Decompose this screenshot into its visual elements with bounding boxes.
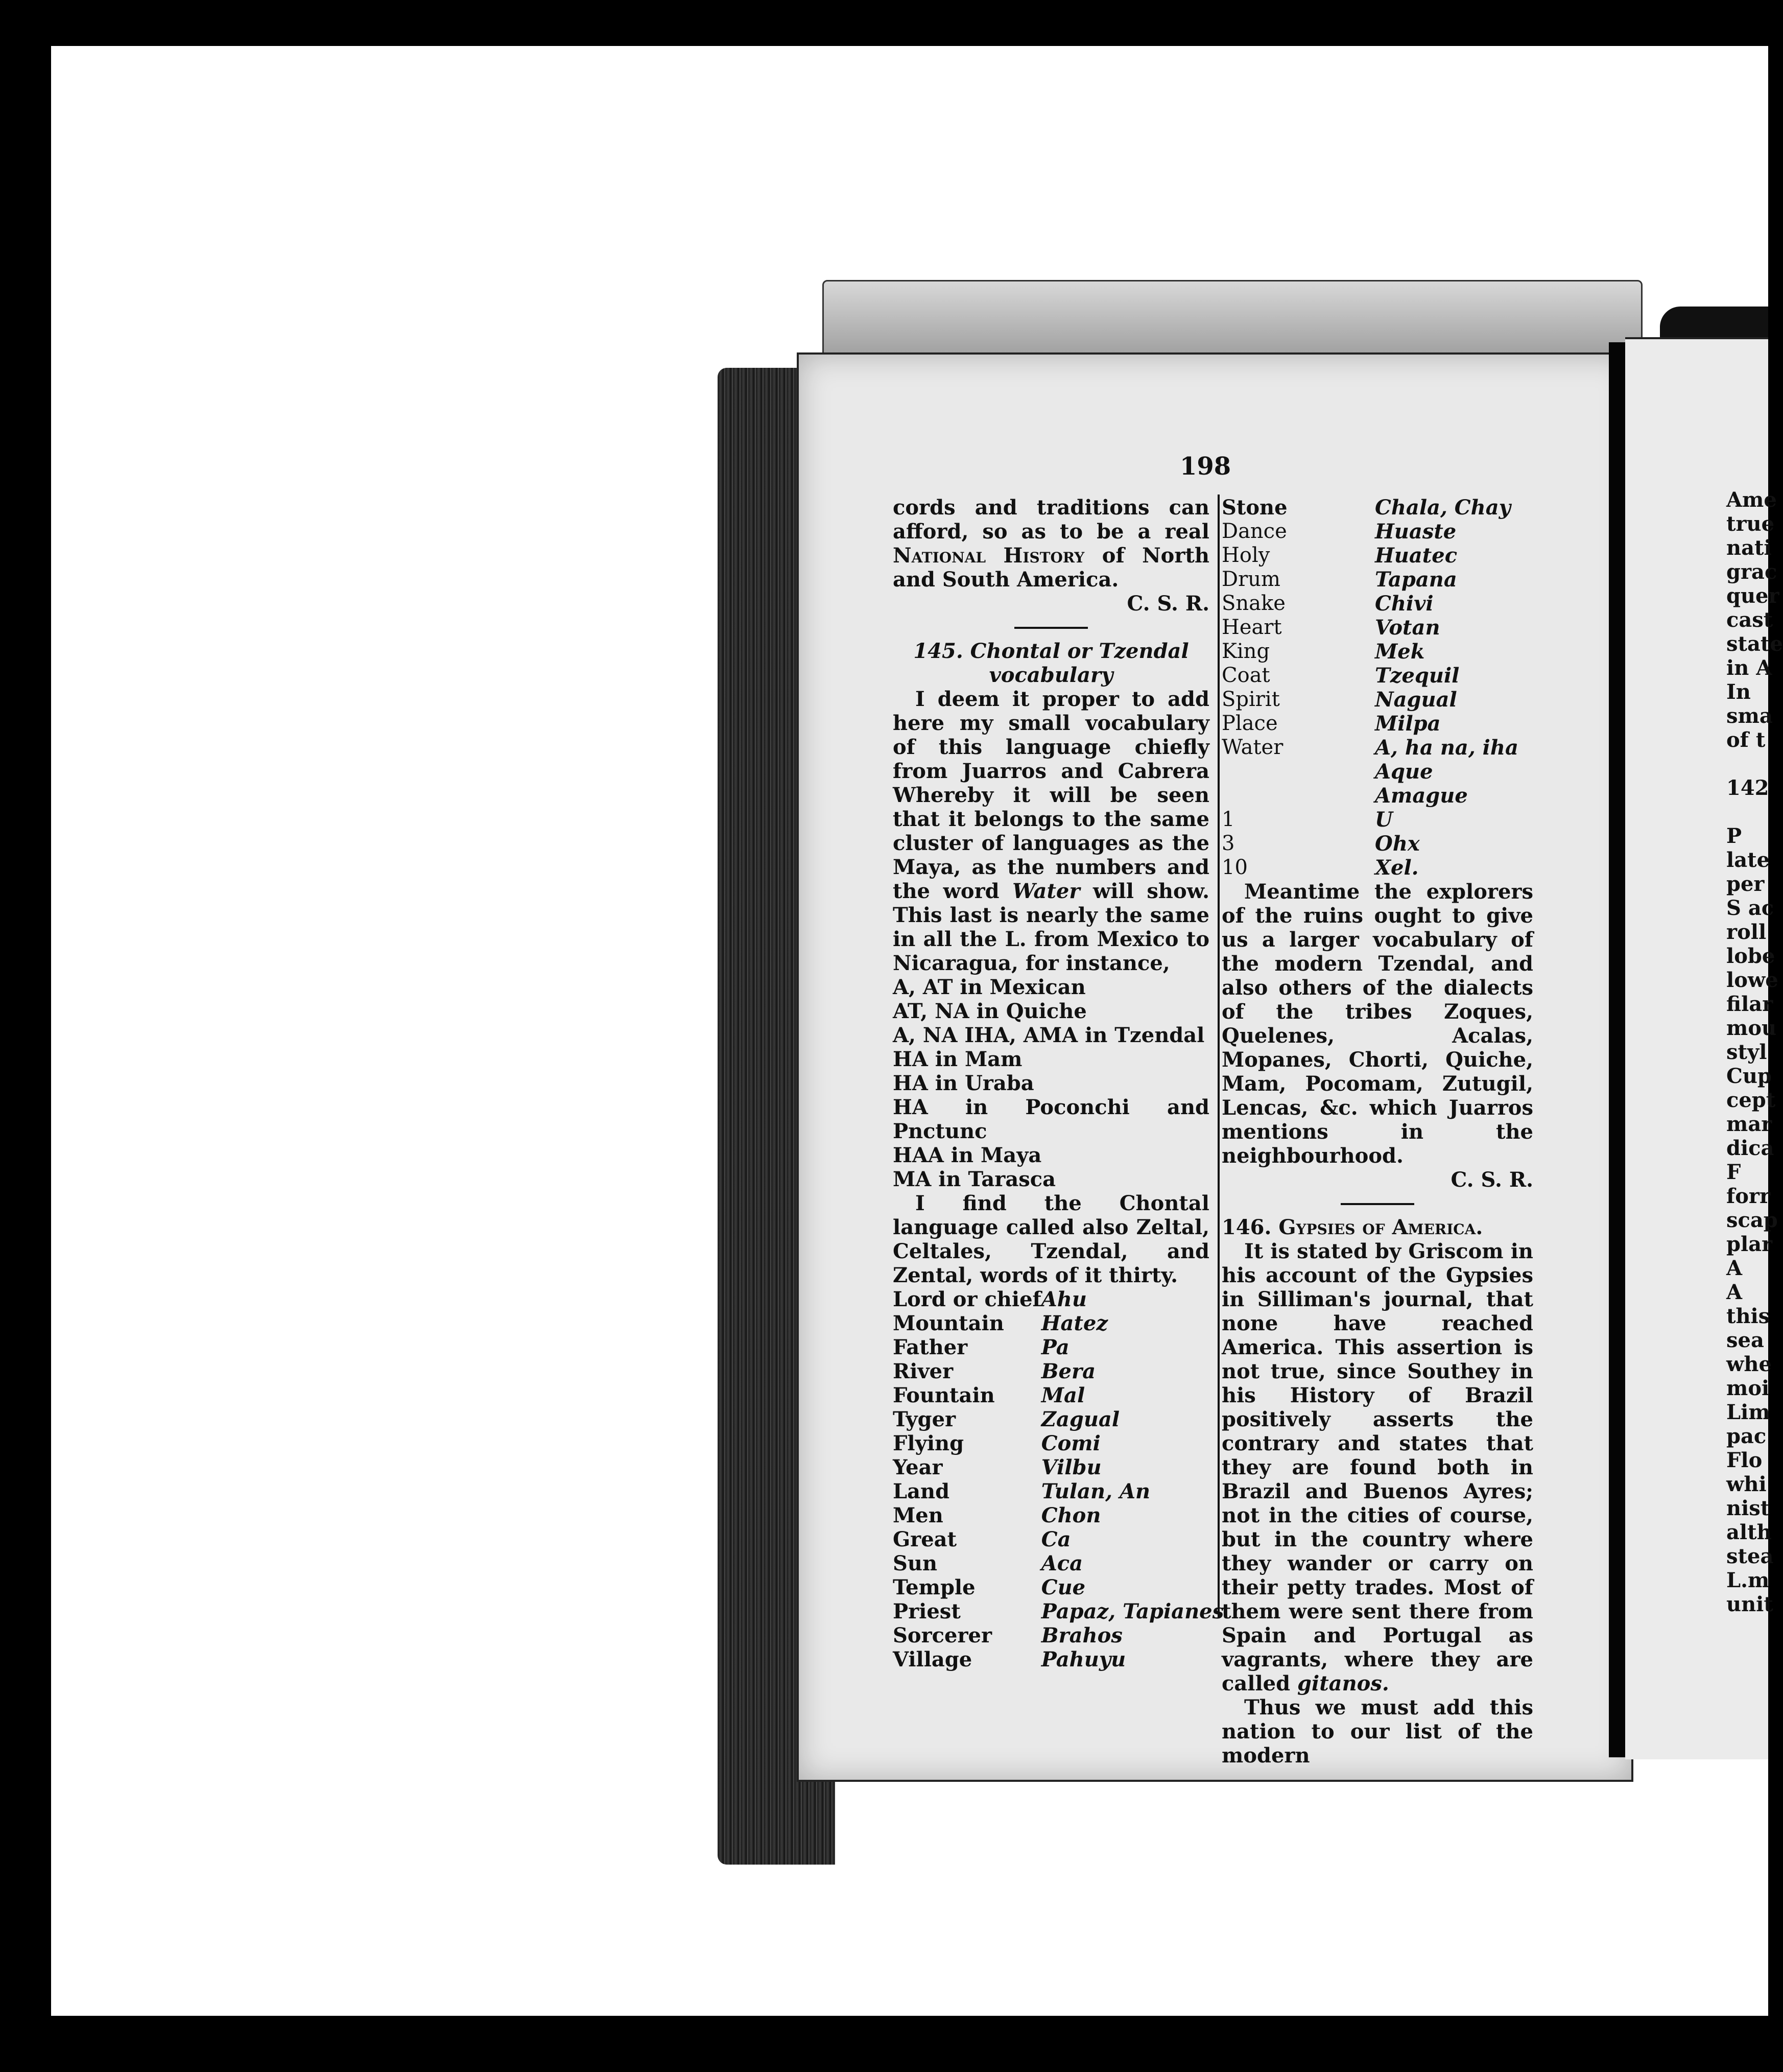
facing-line: filar [1726,992,1773,1016]
vocab-row [1222,808,1518,832]
facing-page-text [1726,488,1783,1616]
vocab-row [1222,640,1518,664]
example-line: HA in Mam [893,1047,1023,1071]
vocab-word: Dance [1222,520,1287,543]
facing-line: sma [1726,704,1773,728]
facing-line: unit [1726,1592,1773,1616]
vocab-translation: Pahuyu [1041,1647,1126,1671]
page-number: 198 [1180,452,1231,481]
section-146-title: Gypsies of America. [1278,1215,1483,1239]
vocab-row [1222,664,1518,688]
facing-line: Flo [1726,1448,1763,1472]
facing-line: 142 [1726,776,1769,800]
book-gutter [1609,342,1625,1757]
paragraph-3-signature: C. S. R. [1451,1168,1533,1192]
facing-line: pac [1726,1424,1767,1448]
language-examples [893,975,1209,1191]
vocab-row [1222,520,1518,544]
vocab-word: Sun [893,1551,938,1575]
vocab-translation: A, ha na, iha [1375,736,1518,760]
vocab-word: Mountain [893,1311,1004,1335]
vocab-word: Land [893,1479,950,1503]
scan-top-border [0,0,1768,46]
facing-line: state [1726,632,1783,656]
vocab-translation: Aca [1041,1551,1083,1575]
vocab-translation: Bera [1041,1359,1096,1383]
facing-line: whi [1726,1472,1767,1496]
facing-line: plar [1726,1232,1773,1256]
facing-line: true [1726,512,1775,536]
facing-line: dica [1726,1136,1774,1160]
example-line: MA in Tarasca [893,1167,1056,1191]
vocab-word: Temple [893,1575,976,1599]
vocab-row [893,1599,1224,1623]
vocab-translation: Tulan, An [1041,1479,1151,1503]
vocab-row [1222,736,1518,760]
vocab-row [1222,592,1518,616]
paragraph-3: Meantime the explorers of the ruins ought to give us a larger vocabulary of the modern Tzendal, and also others of the dialects of the tribes Zoques, Quelenes, Acalas, Mopanes, Chorti, Quiche, Mam, Pocomam, Zutugil, Lencas, &c. which Juarros mentions in the neighbourhood. [1222,880,1533,1168]
paragraph-1-rest: will show. This last is nearly the same in all the L. from Mexico to Nicaragua, for instance, [893,879,1209,975]
vocab-translation: Brahos [1041,1623,1123,1647]
facing-line [1726,800,1768,824]
facing-line: quer [1726,584,1779,608]
vocab-word: Sorcerer [893,1623,992,1647]
vocab-word: Village [893,1647,972,1671]
vocab-row [893,1407,1224,1431]
facing-line: styl [1726,1040,1767,1064]
vocab-row [893,1551,1224,1575]
vocab-translation: Tzequil [1375,664,1460,688]
facing-line: per [1726,872,1765,896]
vocab-word: Great [893,1527,957,1551]
facing-line: nist [1726,1496,1770,1520]
intro-paragraph [893,496,1209,592]
vocab-row [893,1623,1224,1647]
vocab-translation: Amague [1375,784,1468,808]
scan-bottom-border [0,2016,1768,2072]
vocab-word: Tyger [893,1407,956,1431]
vocab-translation: Nagual [1375,688,1457,712]
facing-line: roll [1726,920,1767,944]
vocab-translation: Cue [1041,1575,1086,1599]
vocab-word: 10 [1222,856,1248,879]
vocab-row [893,1575,1224,1599]
example-line: HA in Uraba [893,1071,1034,1095]
paragraph-1-word: Water [1012,879,1080,903]
facing-line: grac [1726,560,1777,584]
paragraph-4-word: gitanos. [1297,1671,1389,1696]
vocab-translation: Ohx [1375,832,1420,856]
facing-line: nati [1726,536,1772,560]
right-column [1222,496,1533,1768]
vocab-row [893,1287,1224,1311]
facing-line: whe [1726,1352,1772,1376]
section-145-title: 145. Chontal or Tzendal vocabulary [913,639,1189,687]
vocab-word: Spirit [1222,688,1280,711]
facing-line: Cup [1726,1064,1772,1088]
facing-line: in A [1726,656,1772,680]
vocab-translation: Mal [1041,1383,1085,1407]
vocab-row [1222,760,1518,784]
facing-line: A [1726,1256,1743,1280]
section-146-heading [1222,1215,1533,1239]
vocab-word: Holy [1222,544,1270,567]
facing-line: scap [1726,1208,1778,1232]
left-column [893,496,1224,1671]
section-146-number: 146. [1222,1215,1272,1239]
facing-line: of t [1726,728,1766,752]
vocab-row [893,1359,1224,1383]
vocab-translation: Huatec [1375,544,1458,568]
vocab-word: 3 [1222,832,1235,855]
example-line: AT, NA in Quiche [893,999,1087,1023]
vocab-word: Flying [893,1431,964,1455]
vocab-word: King [1222,640,1270,663]
intro-rest: of North and South America. [893,544,1209,592]
vocab-translation: Aque [1375,760,1433,784]
vocab-word: Snake [1222,592,1286,615]
example-line: A, AT in Mexican [893,975,1086,999]
facing-line: cept [1726,1088,1776,1112]
facing-line: lowe [1726,968,1778,992]
vocab-word: Place [1222,712,1278,735]
facing-line: In [1726,680,1751,704]
paragraph-5: Thus we must add this nation to our list of the modern [1222,1696,1533,1768]
vocab-translation: Zagual [1041,1407,1120,1431]
vocab-word [1222,784,1375,808]
vocab-row [1222,712,1518,736]
vocab-translation: Tapana [1375,568,1457,592]
vocab-row [1222,832,1518,856]
vocab-row [1222,856,1518,880]
vocab-row [893,1455,1224,1479]
vocab-translation: Vilbu [1041,1455,1102,1479]
intro-smallcaps: National History [893,544,1085,568]
section-rule [1014,627,1088,629]
vocab-row [1222,784,1518,808]
vocab-row [893,1479,1224,1503]
vocab-translation: U [1375,808,1393,832]
facing-line: mou [1726,1016,1777,1040]
vocab-translation: Huaste [1375,520,1457,544]
facing-line: sea [1726,1328,1764,1352]
facing-line: L.m [1726,1568,1770,1592]
vocab-row [893,1503,1224,1527]
vocab-translation: Chivi [1375,592,1434,616]
facing-line: cast [1726,608,1773,632]
vocab-row [1222,544,1518,568]
paragraph-1 [893,687,1209,975]
vocab-word: Lord or chief [893,1287,1041,1311]
vocab-translation: Chon [1041,1503,1101,1527]
facing-line: A [1726,1280,1743,1304]
vocab-row [893,1431,1224,1455]
facing-line: lobe [1726,944,1775,968]
scan-left-border [0,0,51,2072]
vocab-word: Coat [1222,664,1270,687]
vocab-word: Stone [1222,496,1288,520]
vocab-row [893,1335,1224,1359]
vocabulary-table-right [1222,496,1518,880]
vocab-row [1222,688,1518,712]
vocab-word: Fountain [893,1383,995,1407]
vocab-word: Heart [1222,616,1282,639]
vocab-translation: Votan [1375,616,1440,640]
vocab-word: Priest [893,1599,961,1623]
facing-line: mar [1726,1112,1772,1136]
paragraph-4-text: It is stated by Griscom in his account of the Gypsies in Silliman's journal, that none have reached America. This assertion is not true, since Southey in his History of Brazil positively asserts the contrary and states that they are found both in Brazil and Buenos Ayres; not in the cities of course, but in the country where they wander or carry on their petty trades. Most of them were sent there from Spain and Portugal as vagrants, where they are called [1222,1239,1533,1696]
intro-signature: C. S. R. [1127,592,1209,616]
vocab-word: Water [1222,736,1283,759]
vocab-row [893,1383,1224,1407]
vocab-translation: Xel. [1375,856,1419,880]
example-line: HAA in Maya [893,1143,1042,1167]
paragraph-4 [1222,1239,1533,1696]
vocab-word: Father [893,1335,968,1359]
intro-text: cords and traditions can afford, so as to be a real [893,496,1209,544]
vocab-translation: Comi [1041,1431,1101,1455]
vocab-translation: Pa [1041,1335,1069,1359]
vocab-word: Men [893,1503,943,1527]
facing-line: S ac [1726,896,1774,920]
vocab-row [1222,616,1518,640]
paragraph-2: I find the Chontal language called also Zeltal, Celtales, Tzendal, and Zental, words of it thirty. [893,1191,1209,1287]
example-line: HA in Poconchi and Pnctunc [893,1095,1209,1143]
facing-line: forr [1726,1184,1771,1208]
vocab-translation: Milpa [1375,712,1441,736]
vocab-row [893,1527,1224,1551]
facing-line: late [1726,848,1770,872]
vocab-translation: Ahu [1041,1287,1087,1311]
section-rule [1341,1203,1414,1205]
facing-line: moi [1726,1376,1770,1400]
vocab-translation: Papaz, Tapianes [1041,1599,1224,1623]
vocab-row [893,1647,1224,1671]
vocab-word: Year [893,1455,943,1479]
vocab-translation: Chala, Chay [1375,496,1511,520]
vocab-translation: Ca [1041,1527,1071,1551]
facing-line: Ame [1726,488,1777,512]
example-line: A, NA IHA, AMA in Tzendal [893,1023,1205,1047]
facing-line: alth [1726,1520,1772,1544]
vocab-row [1222,496,1518,520]
vocab-word: River [893,1359,954,1383]
vocab-word: Drum [1222,568,1280,591]
facing-line [1726,752,1768,776]
vocab-word [1222,760,1375,784]
facing-line: P [1726,824,1742,848]
vocab-translation: Mek [1375,640,1425,664]
facing-line: this [1726,1304,1770,1328]
vocab-row [893,1311,1224,1335]
facing-line: Lim [1726,1400,1770,1424]
facing-line: stea [1726,1544,1774,1568]
vocab-row [1222,568,1518,592]
vocab-translation: Hatez [1041,1311,1108,1335]
paragraph-1-text: I deem it proper to add here my small vocabulary of this language chiefly from Juarros and Cabrera Whereby it will be seen that it belongs to the same cluster of languages as the Maya, as the numbers and the word [893,687,1209,903]
vocab-word: 1 [1222,808,1235,831]
facing-line: F [1726,1160,1741,1184]
vocabulary-table-left [893,1287,1224,1671]
